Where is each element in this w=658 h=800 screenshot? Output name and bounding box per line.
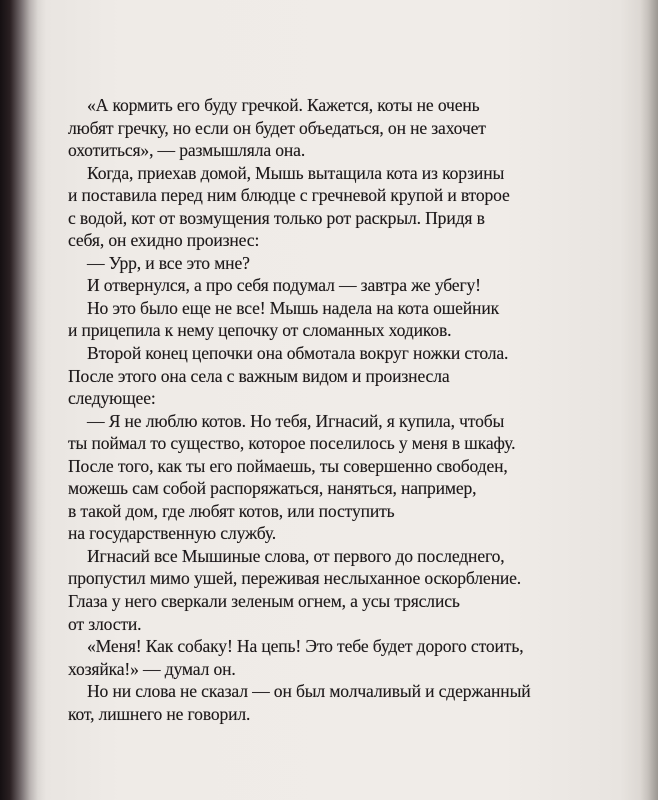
text-line: После того, как ты его поймаешь, ты совершенно свободен, <box>68 455 508 476</box>
text-line: и поставила перед ним блюдце с гречневой крупой и второе <box>68 185 510 206</box>
text-line: «Меня! Как собаку! На цепь! Это тебе будет дорого стоить, <box>87 636 524 657</box>
text-line: Игнасий все Мышиные слова, от первого до последнего, <box>87 545 505 566</box>
text-line: любят гречку, но если он будет объедаться, он не захочет <box>68 117 486 138</box>
text-line: следующее: <box>68 388 156 409</box>
text-line: ты поймал то существо, которое поселилось у меня в шкафу. <box>68 433 516 454</box>
text-line: на государственную службу. <box>68 523 277 544</box>
text-line: пропустил мимо ушей, переживая неслыханное оскорбление. <box>68 568 522 589</box>
text-line: с водой, кот от возмущения только рот раскрыл. Придя в <box>68 207 485 228</box>
body-text <box>68 94 607 725</box>
text-line: в такой дом, где любят котов, или поступить <box>68 500 395 521</box>
text-line: охотиться», — размышляла она. <box>68 140 306 161</box>
text-line: — Я не люблю котов. Но тебя, Игнасий, я купила, чтобы <box>87 410 505 431</box>
text-line: от злости. <box>68 613 142 634</box>
text-line: После этого она села с важным видом и произнесла <box>68 365 450 386</box>
text-line: и прицепила к нему цепочку от сломанных ходиков. <box>68 320 452 341</box>
text-line: Когда, приехав домой, Мышь вытащила кота из корзины <box>87 162 505 183</box>
text-line: Но это было еще не все! Мышь надела на кота ошейник <box>87 297 499 318</box>
text-line: кот, лишнего не говорил. <box>68 703 251 724</box>
text-line: хозяйка!» — думал он. <box>68 658 236 679</box>
text-line: Но ни слова не сказал — он был молчаливый и сдержанный <box>87 681 531 702</box>
text-line: — Урр, и все это мне? <box>87 252 250 273</box>
text-line: себя, он ехидно произнес: <box>68 230 260 251</box>
text-line: И отвернулся, а про себя подумал — завтра же убегу! <box>87 275 481 296</box>
text-line: Глаза у него сверкали зеленым огнем, а усы тряслись <box>68 591 460 612</box>
text-line: «А кормить его буду гречкой. Кажется, коты не очень <box>87 95 480 115</box>
text-line: Второй конец цепочки она обмотала вокруг ножки стола. <box>87 343 509 364</box>
text-line: можешь сам собой распоряжаться, наняться, например, <box>68 478 477 499</box>
